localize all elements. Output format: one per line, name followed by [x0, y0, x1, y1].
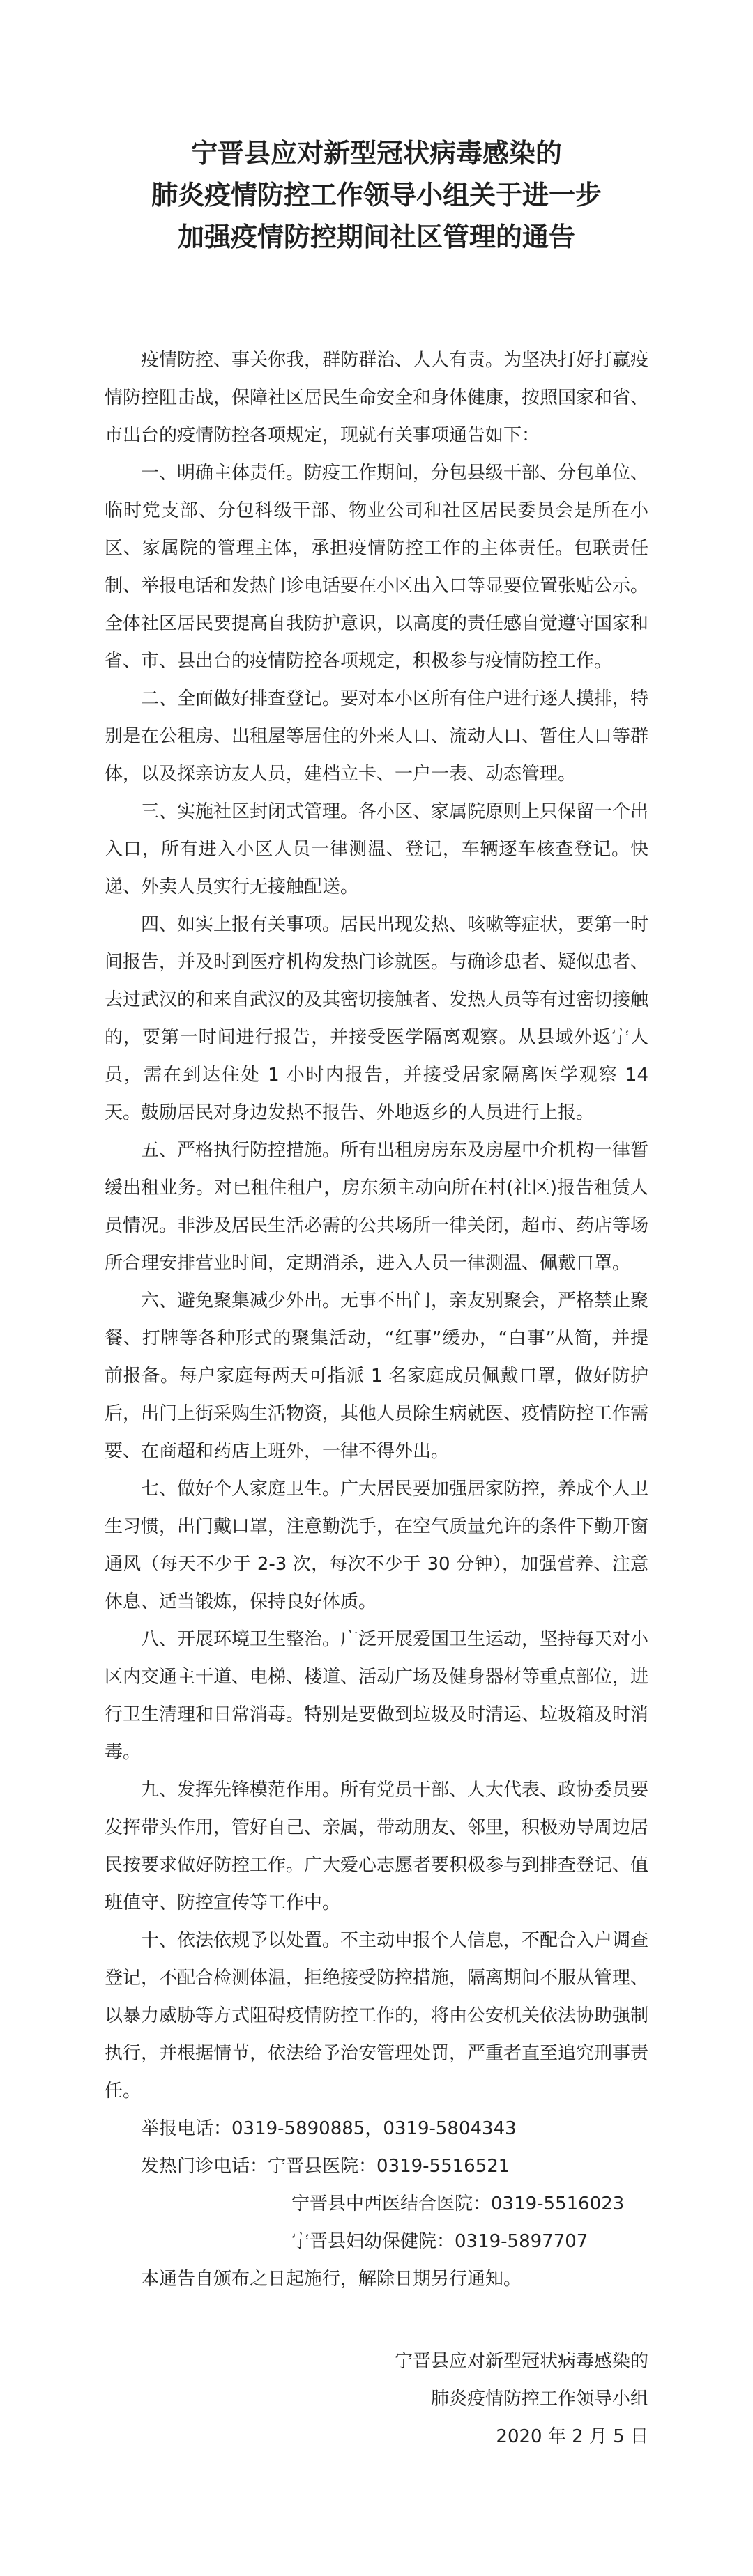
fever-clinic-line-3: 宁晋县妇幼保健院：0319-5897707 [291, 2231, 588, 2252]
intro-paragraph: 疫情防控、事关你我，群防群治、人人有责。为坚决打好打赢疫情防控阻击战，保障社区居民生命安全和身体健康，按照国家和省、市出台的疫情防控各项规定，现就有关事项通告如下： [105, 350, 649, 446]
paragraph-item-6: 六、避免聚集减少外出。无事不出门，亲友别聚会，严格禁止聚餐、打牌等各种形式的聚集活动，“红事”缓办，“白事”从简，并提前报备。每户家庭每两天可指派 1 名家庭成员佩戴口罩，做好防护后，出门上街采购生活物资，其他人员除生病就医、疫情防控工作需要、在商超和药店上班外，一律不得外出。 [105, 1290, 649, 1462]
paragraph-item-9: 九、发挥先锋模范作用。所有党员干部、人大代表、政协委员要发挥带头作用，管好自己、亲属，带动朋友、邻里，积极劝导周边居民按要求做好防控工作。广大爱心志愿者要积极参与到排查登记、值班值守、防控宣传等工作中。 [105, 1780, 649, 1913]
signature-block [105, 2343, 648, 2455]
notice-title [105, 132, 648, 258]
paragraph-item-1: 一、明确主体责任。防疫工作期间，分包县级干部、分包单位、临时党支部、分包科级干部、物业公司和社区居民委员会是所在小区、家属院的管理主体，承担疫情防控工作的主体责任。包联责任制、举报电话和发热门诊电话要在小区出入口等显要位置张贴公示。全体社区居民要提高自我防护意识，以高度的责任感自觉遵守国家和省、市、县出台的疫情防控各项规定，积极参与疫情防控工作。 [105, 463, 649, 672]
paragraph-item-7: 七、做好个人家庭卫生。广大居民要加强居家防控，养成个人卫生习惯，出门戴口罩，注意勤洗手，在空气质量允许的条件下勤开窗通风（每天不少于 2-3 次，每次不少于 30 分钟），加强营养、注意休息、适当锻炼，保持良好体质。 [105, 1479, 649, 1612]
title-line-3: 加强疫情防控期间社区管理的通告 [177, 222, 575, 252]
paragraph-item-2: 二、全面做好排查登记。要对本小区所有住户进行逐人摸排，特别是在公租房、出租屋等居住的外来人口、流动人口、暂住人口等群体，以及探亲访友人员，建档立卡、一户一表、动态管理。 [105, 688, 649, 785]
title-line-2: 肺炎疫情防控工作领导小组关于进一步 [151, 180, 602, 210]
paragraph-item-8: 八、开展环境卫生整治。广泛开展爱国卫生运动，坚持每天对小区内交通主干道、电梯、楼道、活动广场及健身器材等重点部位，进行卫生清理和日常消毒。特别是要做到垃圾及时清运、垃圾箱及时消毒。 [105, 1629, 649, 1763]
paragraph-item-5: 五、严格执行防控措施。所有出租房房东及房屋中介机构一律暂缓出租业务。对已租住租户，房东须主动向所在村(社区)报告租赁人员情况。非涉及居民生活必需的公共场所一律关闭，超市、药店等场所合理安排营业时间，定期消杀，进入人员一律测温、佩戴口罩。 [105, 1140, 649, 1274]
fever-clinic-line-1: 发热门诊电话：宁晋县医院：0319-5516521 [141, 2156, 510, 2177]
paragraph-item-10: 十、依法依规予以处置。不主动申报个人信息，不配合入户调查登记，不配合检测体温，拒绝接受防控措施，隔离期间不服从管理、以暴力威胁等方式阻碍疫情防控工作的，将由公安机关依法协助强制执行，并根据情节，依法给予治安管理处罚，严重者直至追究刑事责任。 [105, 1930, 649, 2101]
report-phone-line: 举报电话：0319-5890885，0319-5804343 [141, 2118, 517, 2139]
signature-date: 2020 年 2 月 5 日 [496, 2426, 648, 2447]
paragraph-item-3: 三、实施社区封闭式管理。各小区、家属院原则上只保留一个出入口，所有进入小区人员一律测温、登记，车辆逐车核查登记。快递、外卖人员实行无接触配送。 [105, 801, 649, 897]
closing-statement: 本通告自颁布之日起施行，解除日期另行通知。 [141, 2269, 522, 2290]
notice-body [105, 341, 648, 2298]
paragraph-item-4: 四、如实上报有关事项。居民出现发热、咳嗽等症状，要第一时间报告，并及时到医疗机构发热门诊就医。与确诊患者、疑似患者、去过武汉的和来自武汉的及其密切接触者、发热人员等有过密切接触的，要第一时间进行报告，并接受医学隔离观察。从县域外返宁人员，需在到达住处 1 小时内报告，并接受居家隔离医学观察 14 天。鼓励居民对身边发热不报告、外地返乡的人员进行上报。 [105, 914, 649, 1123]
title-line-1: 宁晋县应对新型冠状病毒感染的 [190, 138, 562, 169]
signature-org-line-1: 宁晋县应对新型冠状病毒感染的 [394, 2351, 648, 2372]
signature-org-line-2: 肺炎疫情防控工作领导小组 [430, 2389, 648, 2409]
fever-clinic-line-2: 宁晋县中西医结合医院：0319-5516023 [291, 2193, 625, 2214]
